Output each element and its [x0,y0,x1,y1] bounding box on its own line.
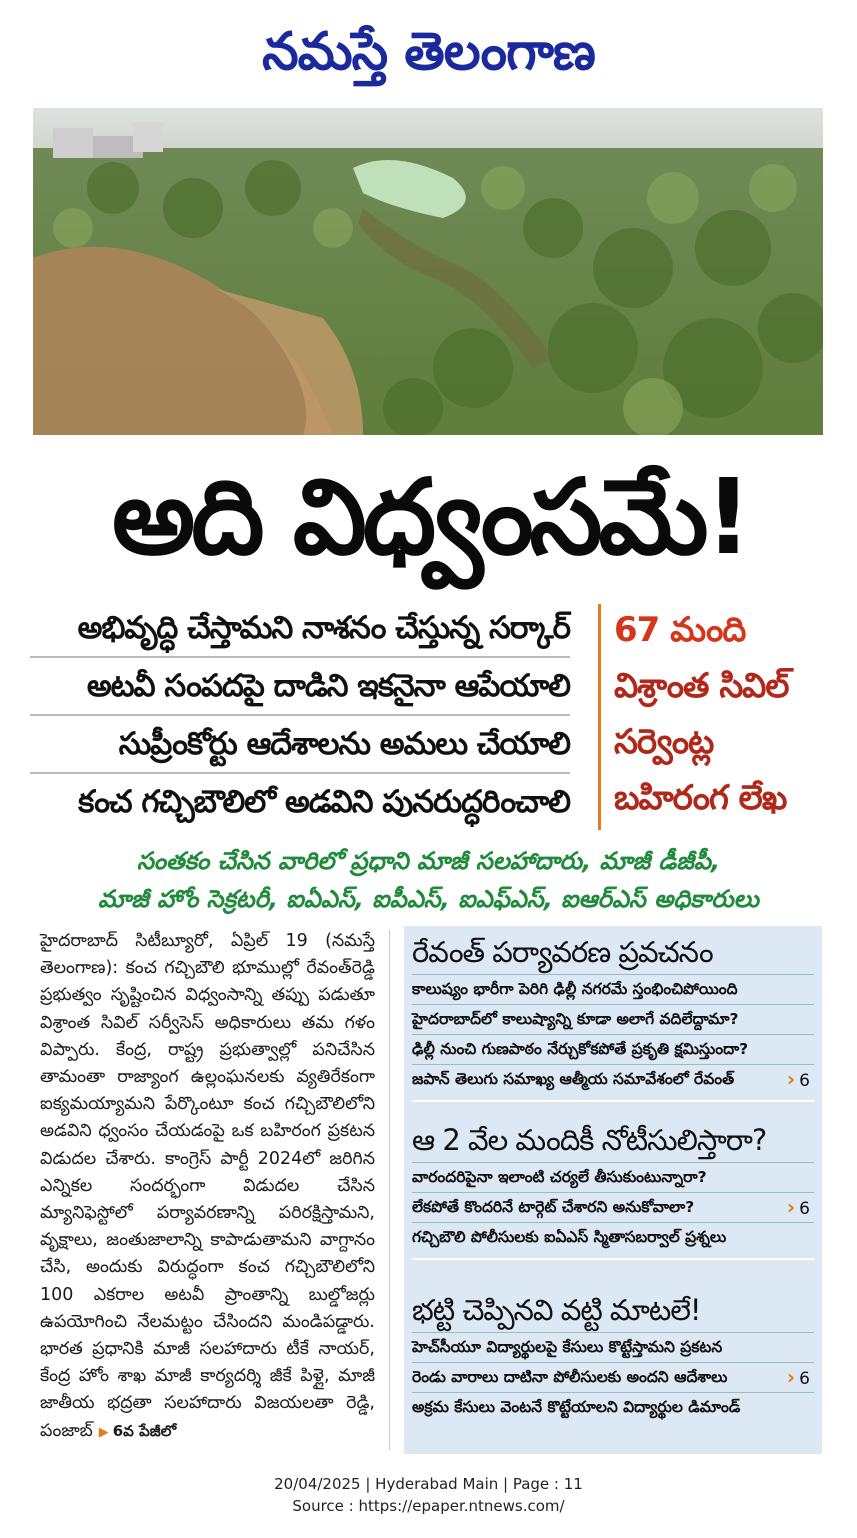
page-ref[interactable]: › 6 [787,1065,810,1096]
signatories-line: సంతకం చేసిన వారిలో ప్రధాని మాజీ సలహాదారు, మాజీ డీజీపీ, [136,847,721,875]
story-title: ఆ 2 వేల మందికీ నోటీసులిస్తారా? [412,1123,767,1157]
forest-aerial-photo [33,108,823,435]
side-note-line: సర్వెంట్ల [614,722,714,762]
story-line: హైదరాబాద్‌లో కాలుష్యాన్ని కూడా అలాగే వదిలేద్దామా? [412,1004,814,1034]
side-note-count: 67 మంది [614,610,746,650]
signatories-line: మాజీ హోం సెక్రటరీ, ఐఏఎస్, ఐపీఎస్, ఐఎఫ్ఎస్, ఐఆర్ఎస్ అధికారులు [98,885,759,913]
divider [598,604,601,830]
subheadline: సుప్రీంకోర్టు ఆదేశాలను అమలు చేయాలి [30,716,570,774]
side-note-line: విశ్రాంత సివిల్ [614,666,789,706]
continued-link[interactable]: ▶ 6వ పేజీలో [99,1422,176,1440]
story-line: లేకపోతే కొందరినే టార్గెట్ చేశారని అనుకోవాలా? › 6 [412,1192,814,1222]
story-line: గచ్చిబౌలి పోలీసులకు ఐఏఎస్ స్మితాసబర్వాల్ ప్రశ్నలు [412,1222,814,1252]
related-stories-panel [404,926,822,1454]
signatories-text [20,842,837,918]
story-line: ఢిల్లీ నుంచి గుణపాఠం నేర్చుకోకపోతే ప్రకృతి క్షమిస్తుందా? [412,1034,814,1064]
article-body [40,928,375,1446]
page-ref[interactable]: › 6 [787,1363,810,1394]
page-ref[interactable]: › 6 [787,1193,810,1224]
subheadline: అభివృద్ధి చేస్తామని నాశనం చేస్తున్న సర్కార్ [30,600,570,658]
story-box[interactable] [412,930,814,1102]
side-note-line: బహిరంగ లేఖ [614,778,787,818]
masthead-logo: నమస్తే తెలంగాణ [262,21,595,82]
subheadline: అటవీ సంపదపై దాడిని ఇకనైనా ఆపేయాలి [30,658,570,716]
story-line: వారందరిపైనా ఇలాంటి చర్యలే తీసుకుంటున్నారా? [412,1162,814,1192]
source-link[interactable]: Source : https://epaper.ntnews.com/ [292,1497,565,1515]
story-line: జపాన్ తెలుగు సమాఖ్య ఆత్మీయ సమావేశంలో రేవంత్ › 6 [412,1064,814,1094]
story-title: రేవంత్ పర్యావరణ ప్రవచనం [412,935,713,969]
subheadline-list [30,600,570,830]
story-line: అక్రమ కేసులు వెంటనే కొట్టేయాలని విద్యార్థుల డిమాండ్ [412,1392,814,1422]
story-line: హెచ్‌సీయూ విద్యార్థులపై కేసులు కొట్టేస్తామని ప్రకటన [412,1332,814,1362]
edition-info: 20/04/2025 | Hyderabad Main | Page : 11 [274,1475,583,1493]
side-note [614,602,844,826]
story-line: కాలుష్యం భారీగా పెరిగి ఢిల్లీ నగరమే స్తంభించిపోయింది [412,974,814,1004]
subheadline: కంచ గచ్చిబౌలిలో అడవిని పునరుద్ధరించాలి [78,784,570,820]
story-line: రెండు వారాలు దాటినా పోలీసులకు అందని ఆదేశాలు › 6 [412,1362,814,1392]
story-box[interactable] [412,1118,814,1260]
article-text: హైదరాబాద్ సిటీబ్యూరో, ఏప్రిల్ 19 (నమస్తే తెలంగాణ): కంచ గచ్చిబౌలి భూముల్లో రేవంత్‌రెడ్డి ప్రభుత్వం సృష్టించిన విధ్వంసాన్ని తప్పు పడుతూ విశ్రాంత సివిల్ సర్వీసెస్ అధికారులు తమ గళం విప్పారు. కేంద్ర, రాష్ట్ర ప్రభుత్వాల్లో పనిచేసిన తామంతా రాజ్యాంగ ఉల్లంఘనలకు వ్యతిరేకంగా ఐక్యమయ్యామని పేర్కొంటూ కంచ గచ్చిబౌలిలోని అడవిని ధ్వంసం చేయడంపై ఒక బహిరంగ ప్రకటన విడుదల చేశారు. కాంగ్రెస్ పార్టీ 2024లో జరిగిన ఎన్నికల సందర్భంగా విడుదల చేసిన మ్యానిఫెస్టోలో పర్యావరణాన్ని పరిరక్షిస్తామని, వృక్షాలు, జంతుజాలాన్ని కాపాడుతామని వాగ్దానం చేసి, అందుకు విరుద్ధంగా కంచ గచ్చిబౌలిలోని 100 ఎకరాల అటవీ ప్రాంతాన్ని బుల్డోజర్లు ఉపయోగించి నేలమట్టం చేసిందని మండిపడ్డారు. భారత ప్రధానికి మాజీ సలహాదారు టీకే నాయర్, కేంద్ర హోం శాఖ మాజీ కార్యదర్శి జీకే పిళ్లై, మాజీ జాతీయ భద్రతా సలహాదారు విజయలతా రెడ్డి, పంజాబ్ [40,931,375,1441]
column-divider [389,930,390,1450]
story-box[interactable] [412,1288,814,1422]
story-title: భట్టి చెప్పినవి వట్టి మాటలే! [412,1293,701,1327]
page-footer [0,1473,857,1517]
main-headline: అది విధ్వంసమే! [111,456,748,578]
